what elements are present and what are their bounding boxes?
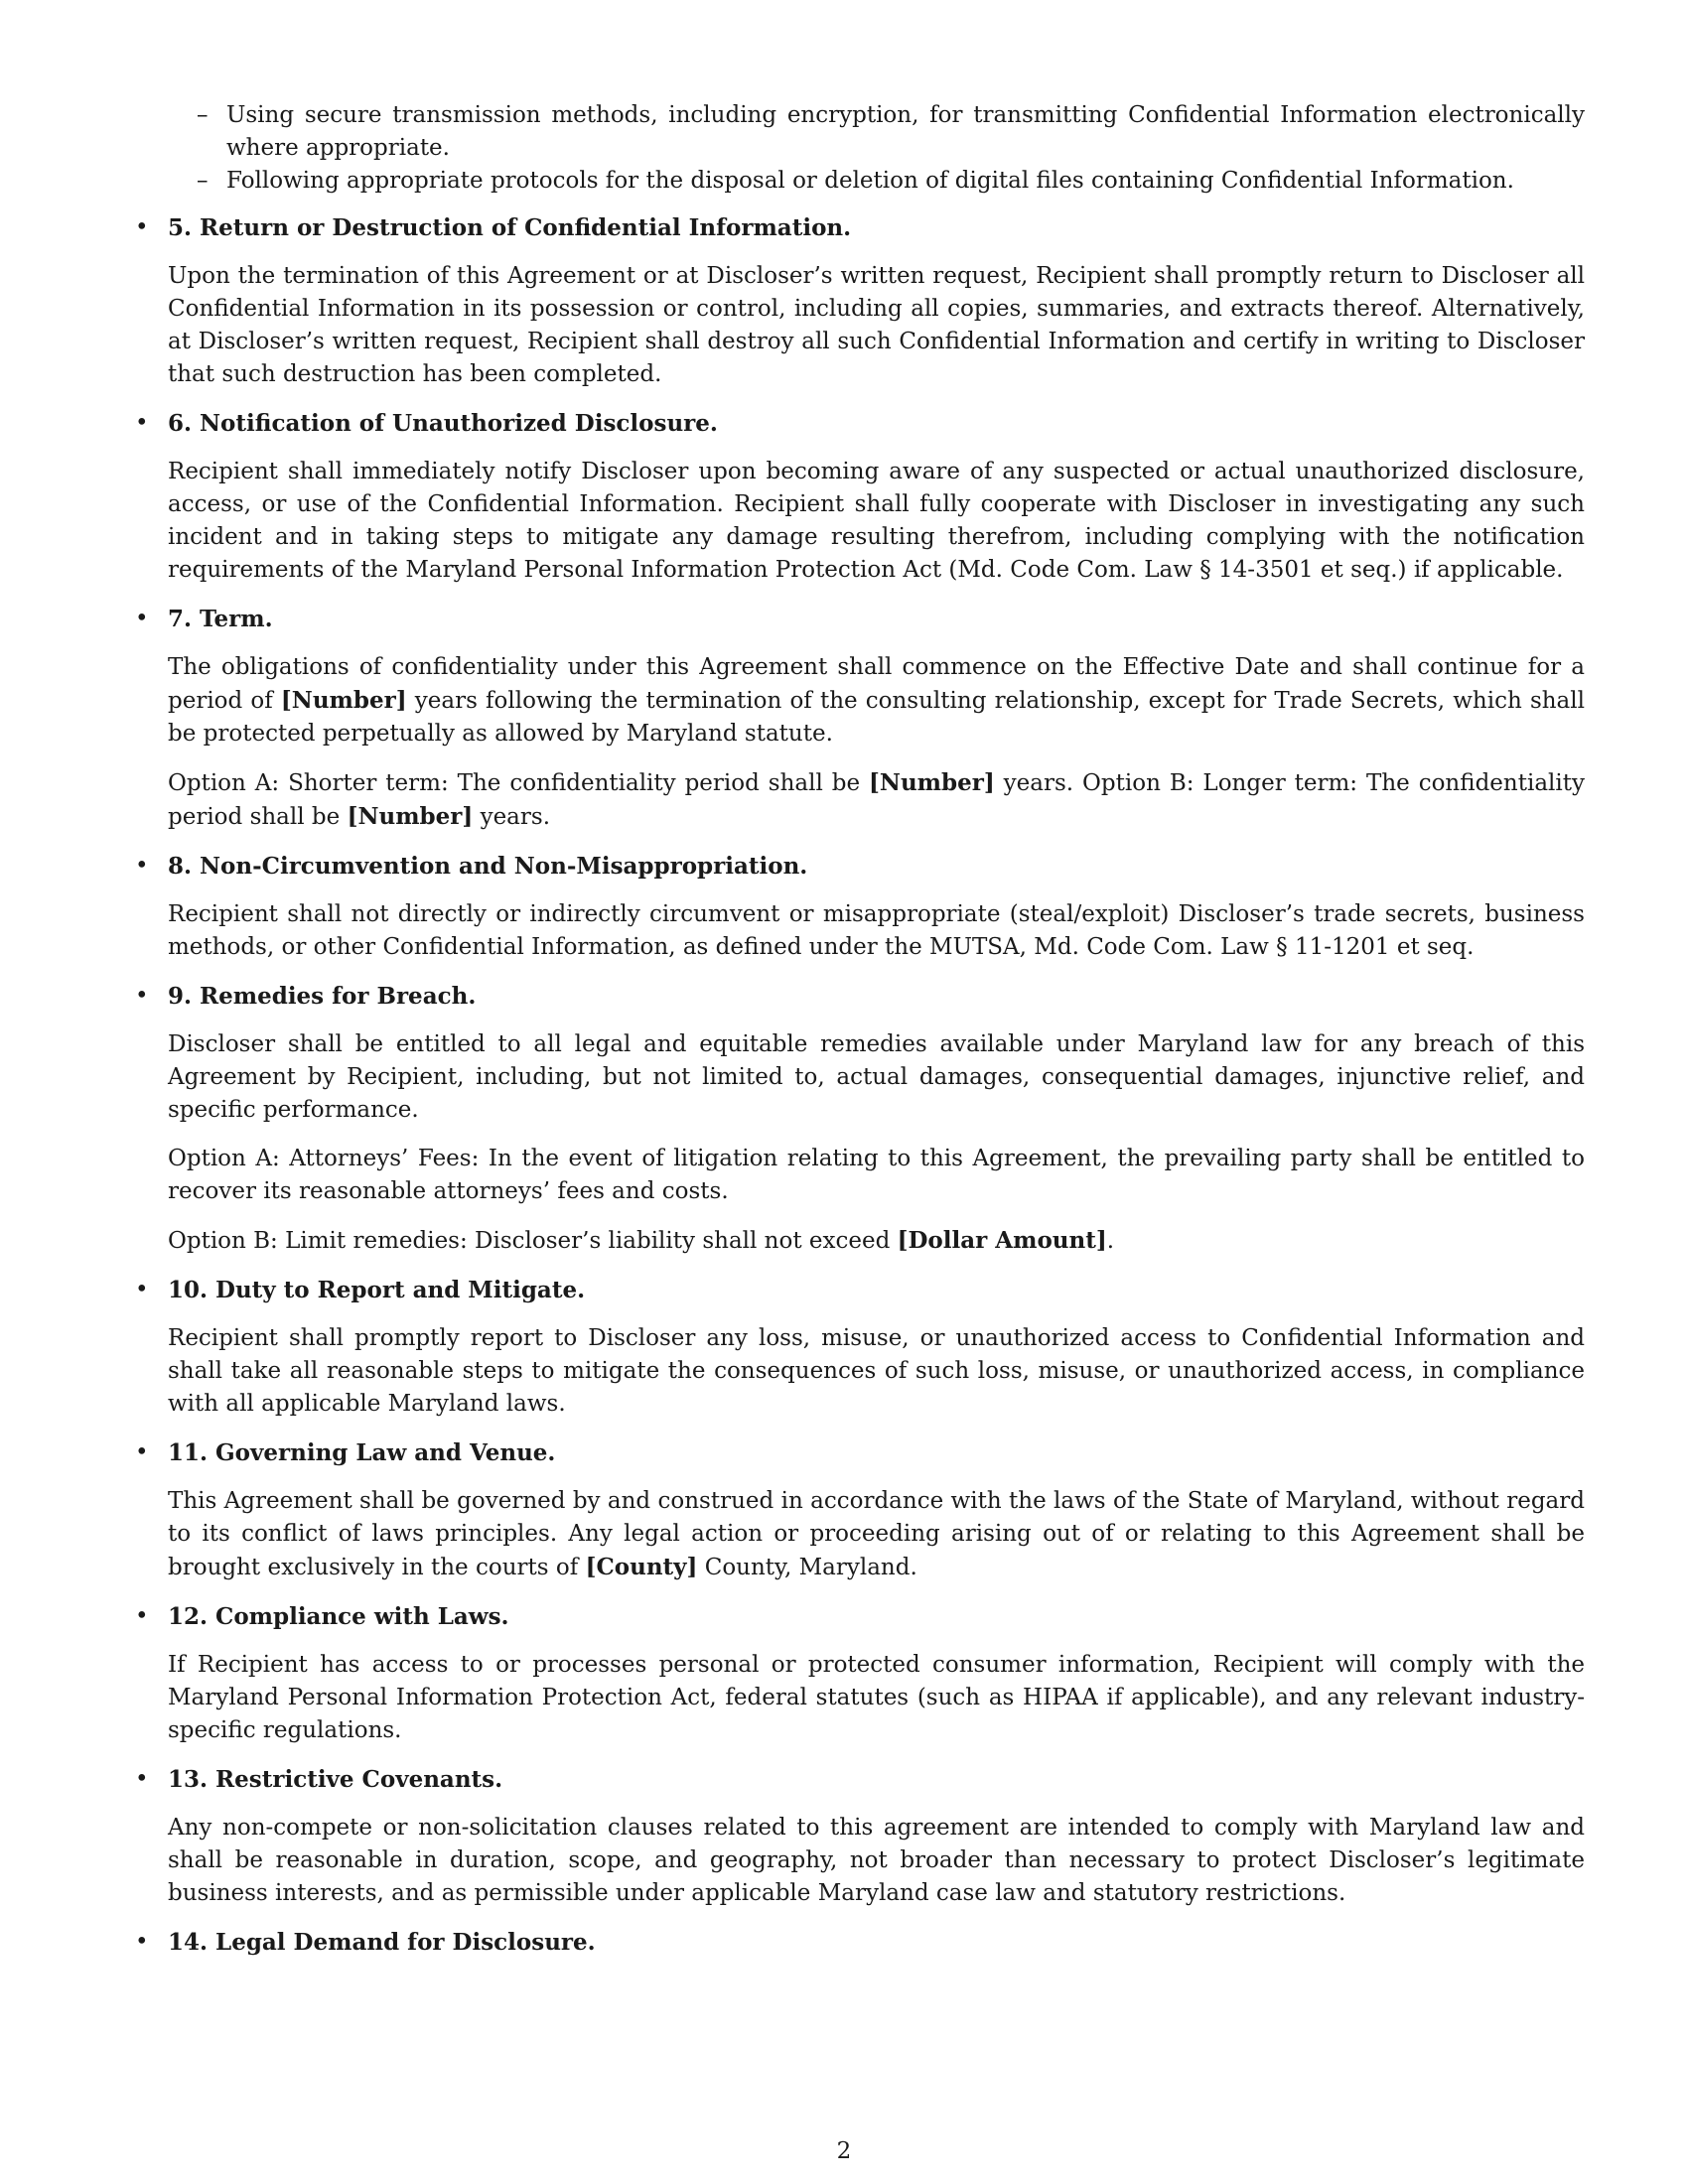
bullet-icon: •	[135, 983, 149, 1009]
section-paragraph: If Recipient has access to or processes personal or protected consumer information, Recipient will comply with the Maryland Personal Information Protection Act, federal statutes (such as HIPAA if applicable), and any relevant industry-specific regulations.	[168, 1652, 1585, 1743]
paragraph-text: This Agreement shall be governed by and construed in accordance with the laws of the State of Maryland, without regard to its conflict of laws principles. Any legal action or proceeding arising out of or relating to this Agreement shall be brought exclusively in the courts of	[168, 1488, 1585, 1580]
bullet-icon: •	[135, 1603, 149, 1629]
section-title: Compliance with Laws.	[215, 1603, 509, 1630]
list-item-text: Using secure transmission methods, including encryption, for transmitting Confidential Information electronically where appropriate.	[226, 102, 1585, 161]
section-10	[135, 1274, 1585, 1421]
paragraph-text: years following the termination of the consulting relationship, except for Trade Secrets, which shall be protected perpetually as allowed by Maryland statute.	[168, 688, 1585, 747]
section-number: 5.	[168, 214, 193, 241]
bullet-icon: •	[135, 214, 149, 240]
page-number: 2	[836, 2138, 852, 2164]
section-title: Return or Destruction of Confidential Information.	[200, 214, 852, 241]
bullet-icon: •	[135, 606, 149, 631]
paragraph-text: The obligations of confidentiality under this Agreement shall commence on the Effective Date and shall continue for a period of	[168, 654, 1585, 714]
paragraph-text: years. Option B: Longer term: The confidentiality period shall be	[168, 770, 1585, 830]
list-item-text: Following appropriate protocols for the disposal or deletion of digital files containing Confidential Information.	[226, 168, 1514, 194]
section-title: Governing Law and Venue.	[215, 1439, 556, 1466]
section-paragraph	[168, 1485, 1585, 1584]
section-paragraph: Option A: Attorneys’ Fees: In the event of litigation relating to this Agreement, the prevailing party shall be entitled to recover its reasonable attorneys’ fees and costs.	[168, 1146, 1585, 1204]
bullet-icon: •	[135, 853, 149, 879]
section-number: 14.	[168, 1929, 209, 1956]
section-paragraph: Upon the termination of this Agreement or at Discloser’s written request, Recipient shall promptly return to Discloser all Confidential Information in its possession or control, including all copies, summaries, and extracts thereof. Alternatively, at Discloser’s written request, Recipient shall destroy all such Confidential Information and certify in writing to Discloser that such destruction has been completed.	[168, 263, 1585, 387]
section-paragraph: Recipient shall promptly report to Discloser any loss, misuse, or unauthorized access to Confidential Information and shall take all reasonable steps to mitigate the consequences of such loss, misuse, or unauthorized access, in compliance with all applicable Maryland laws.	[168, 1325, 1585, 1417]
section-number: 12.	[168, 1603, 209, 1630]
section-number: 13.	[168, 1766, 209, 1793]
section-title: Restrictive Covenants.	[215, 1766, 503, 1793]
bullet-icon: •	[135, 1277, 149, 1302]
section-paragraph	[168, 766, 1585, 834]
section-number: 10.	[168, 1277, 209, 1303]
section-number: 6.	[168, 410, 193, 437]
section-paragraph: Discloser shall be entitled to all legal and equitable remedies available under Maryland law for any breach of this Agreement by Recipient, including, but not limited to, actual damages, consequential damages, injunctive relief, and specific performance.	[168, 1031, 1585, 1123]
section-paragraph	[168, 651, 1585, 751]
bullet-icon: •	[135, 1929, 149, 1955]
section-title: Term.	[200, 606, 273, 632]
section-title: Remedies for Breach.	[200, 983, 477, 1010]
section-heading	[168, 407, 1585, 440]
section-heading	[168, 1436, 1585, 1469]
section-12	[135, 1600, 1585, 1747]
section-paragraph: Any non-compete or non-solicitation clauses related to this agreement are intended to comply with Maryland law and shall be reasonable in duration, scope, and geography, not broader than necessary to protect Discloser’s legitimate business interests, and as permissible under applicable Maryland case law and statutory restrictions.	[168, 1815, 1585, 1906]
bullet-icon: •	[135, 1766, 149, 1792]
section-11	[135, 1436, 1585, 1584]
placeholder-dollar-amount: [Dollar Amount]	[897, 1227, 1107, 1254]
section-7	[135, 603, 1585, 834]
section-13	[135, 1763, 1585, 1910]
section-heading	[168, 850, 1585, 883]
section-8	[135, 850, 1585, 964]
placeholder-county: [County]	[585, 1554, 698, 1580]
section-title: Legal Demand for Disclosure.	[215, 1929, 596, 1956]
section-number: 11.	[168, 1439, 209, 1466]
section-title: Duty to Report and Mitigate.	[215, 1277, 586, 1303]
section-number: 9.	[168, 983, 193, 1010]
section-6	[135, 407, 1585, 587]
dash-marker: –	[197, 168, 209, 194]
section-5	[135, 211, 1585, 391]
carryover-list	[135, 99, 1585, 198]
section-14	[135, 1926, 1585, 1959]
list-item	[197, 99, 1585, 165]
paragraph-text: .	[1106, 1228, 1115, 1254]
dash-marker: –	[197, 102, 209, 128]
section-paragraph: Recipient shall immediately notify Discloser upon becoming aware of any suspected or actual unauthorized disclosure, access, or use of the Confidential Information. Recipient shall fully cooperate with Discloser in investigating any such incident and in taking steps to mitigate any damage resulting therefrom, including complying with the notification requirements of the Maryland Personal Information Protection Act (Md. Code Com. Law § 14-3501 et seq.) if applicable.	[168, 459, 1585, 583]
section-number: 8.	[168, 853, 193, 880]
bullet-icon: •	[135, 1439, 149, 1465]
section-heading	[168, 980, 1585, 1013]
document-body	[135, 99, 1585, 1975]
paragraph-text: years.	[473, 804, 551, 830]
section-heading	[168, 1926, 1585, 1959]
paragraph-text: Option A: Shorter term: The confidentiality period shall be	[168, 770, 870, 796]
paragraph-text: Option B: Limit remedies: Discloser’s liability shall not exceed	[168, 1228, 898, 1254]
section-heading	[168, 1763, 1585, 1796]
section-paragraph: Recipient shall not directly or indirectly circumvent or misappropriate (steal/exploit) Discloser’s trade secrets, business methods, or other Confidential Information, as defined under the MUTSA, Md. Code Com. Law § 11-1201 et seq.	[168, 901, 1585, 960]
placeholder-number: [Number]	[347, 803, 474, 830]
paragraph-text: County, Maryland.	[697, 1555, 917, 1580]
bullet-icon: •	[135, 410, 149, 436]
section-heading	[168, 1600, 1585, 1633]
section-title: Non-Circumvention and Non-Misappropriation.	[200, 853, 808, 880]
section-heading	[168, 211, 1585, 244]
section-9	[135, 980, 1585, 1258]
section-title: Notification of Unauthorized Disclosure.	[200, 410, 718, 437]
section-heading	[168, 1274, 1585, 1306]
placeholder-number: [Number]	[869, 769, 995, 796]
placeholder-number: [Number]	[280, 687, 407, 714]
section-heading	[168, 603, 1585, 635]
section-number: 7.	[168, 606, 193, 632]
list-item	[197, 165, 1585, 198]
section-paragraph	[168, 1224, 1585, 1258]
